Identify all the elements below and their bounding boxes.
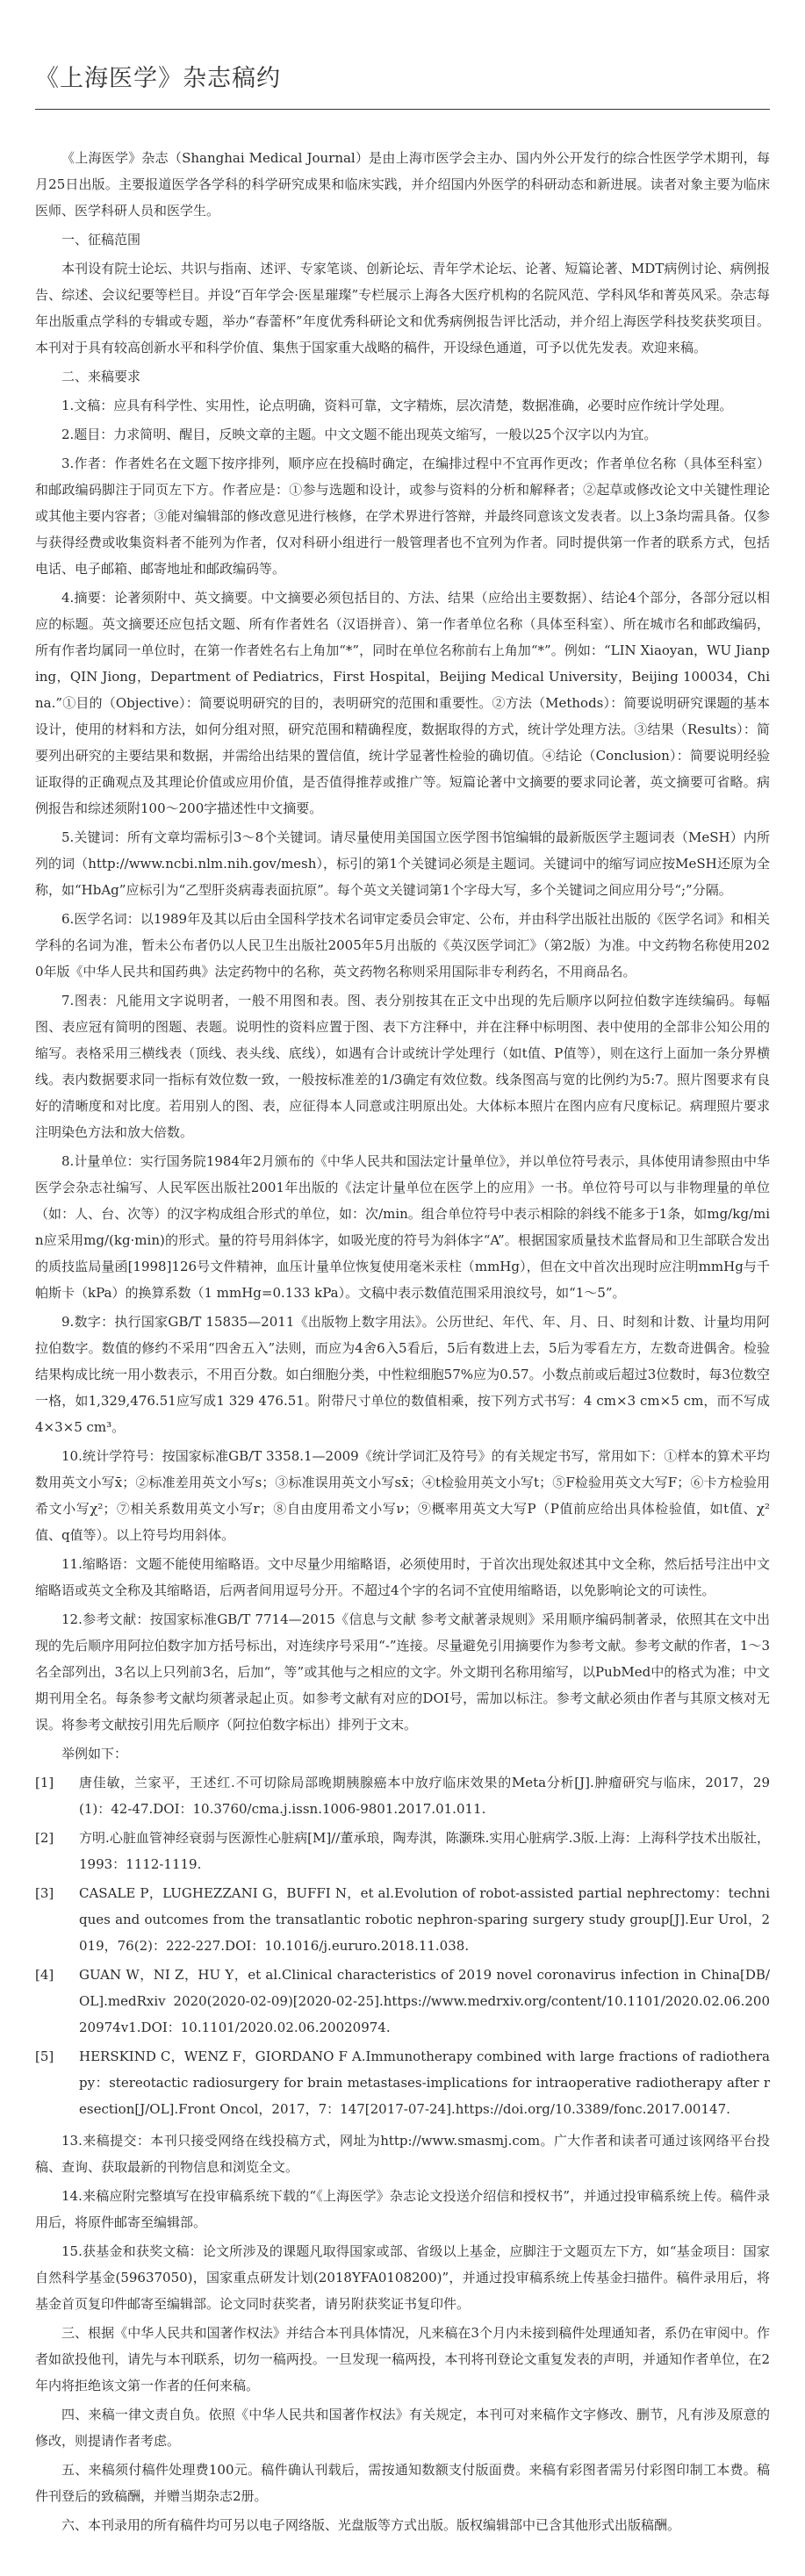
requirement-funding: 15.获基金和获奖文稿：论文所涉及的课题凡取得国家或部、省级以上基金，应脚注于文题页左下方，如“基金项目：国家自然科学基金(59637050)，国家重点研发计划(2018YFA0108200)”，并通过投审稿系统上传基金扫描件。稿件录用后，将基金首页复印件邮寄至编辑部。论文同时获奖者，请另附获奖证书复印件。 [35,2243,770,2312]
scope-paragraph: 本刊设有院士论坛、共识与指南、述评、专家笔谈、创新论坛、青年学术论坛、论著、短篇论著、MDT病例讨论、病例报告、综述、会议纪要等栏目。并设“百年学会·医星璀璨”专栏展示上海各大医疗机构的名院风范、学科风华和菁英风采。杂志每年出版重点学科的专辑或专题，举办“春蕾杯”年度优秀科研论文和优秀病例报告评比活动，并介绍上海医学科技奖获奖项目。本刊对于具有较高创新水平和科学价值、集焦于国家重大战略的稿件，开设绿色通道，可予以优先发表。欢迎来稿。 [35,261,770,355]
reference-number: [4] [35,1967,54,1983]
requirement-manuscript: 1.文稿：应具有科学性、实用性，论点明确，资料可靠，文字精炼，层次清楚，数据准确，必要时应作统计学处理。 [61,398,733,413]
intro-paragraph: 《上海医学》杂志（Shanghai Medical Journal）是由上海市医学会主办、国内外公开发行的综合性医学学术期刊，每月25日出版。主要报道医学各学科的科学研究成果和临床实践，并介绍国内外医学的科研动态和新进展。读者对象主要为临床医师、医学科研人员和医学生。 [35,150,770,219]
requirement-keywords: 5.关键词：所有文章均需标引3～8个关键词。请尽量使用美国国立医学图书馆编辑的最新版医学主题词表（MeSH）内所列的词（http://www.ncbi.nlm.nih.gov/mesh），标引的第1个关键词必须是主题词。关键词中的缩写词应按MeSH还原为全称，如“HbAg”应标引为“乙型肝炎病毒表面抗原”。每个英文关键词第1个字母大写，多个关键词之间应用分号“;”分隔。 [35,829,770,898]
reference-number: [2] [35,1830,54,1846]
reference-text: 唐佳敏，兰家平，王述红.不可切除局部晚期胰腺癌本中放疗临床效果的Meta分析[J].肿瘤研究与临床，2017，29(1)：42-47.DOI：10.3760/cma.j.issn.1006-9801.2017.01.011. [79,1775,770,1817]
policy-electronic-publication: 六、本刊录用的所有稿件均可另以电子网络版、光盘版等方式出版。版权编辑部中已含其他形式出版稿酬。 [61,2517,681,2533]
reference-item [35,2043,770,2122]
reference-item [35,1769,770,1822]
requirement-authors: 3.作者：作者姓名在文题下按序排列，顺序应在投稿时确定，在编排过程中不宜再作更改；作者单位名称（具体至科室）和邮政编码脚注于同页左下方。作者应是：①参与选题和设计，或参与资料的分析和解释者；②起草或修改论文中关键性理论或其他主要内容者；③能对编辑部的修改意见进行核修，在学术界进行答辩，并最终同意该文发表者。以上3条均需具备。仅参与获得经费或收集资料者不能列为作者，仅对科研小组进行一般管理者也不宜列为作者。同时提供第一作者的联系方式，包括电话、电子邮箱、邮寄地址和邮政编码等。 [35,456,770,577]
reference-number: [1] [35,1775,54,1790]
reference-item [35,1880,770,1959]
reference-number: [3] [35,1885,54,1901]
requirement-figures-tables: 7.图表：凡能用文字说明者，一般不用图和表。图、表分别按其在正文中出现的先后顺序以阿拉伯数字连续编码。每幅图、表应冠有简明的图题、表题。说明性的资料应置于图、表下方注释中，并在注释中标明图、表中使用的全部非公知公用的缩写。表格采用三横线表（顶线、表头线、底线），如遇有合计或统计学处理行（如t值、P值等），则在这行上面加一条分界横线。表内数据要求同一指标有效位数一致，一般按标准差的1/3确定有效位数。线条图高与宽的比例约为5:7。照片图要求有良好的清晰度和对比度。若用别人的图、表，应征得本人同意或注明原出处。大体标本照片在图内应有尺度标记。病理照片要求注明染色方法和放大倍数。 [35,993,770,1140]
requirement-abbreviations: 11.缩略语：文题不能使用缩略语。文中尽量少用缩略语，必须使用时，于首次出现处叙述其中文全称，然后括号注出中文缩略语或英文全称及其缩略语，后两者间用逗号分开。不超过4个字的名词不宜使用缩略语，以免影响论文的可读性。 [35,1556,770,1598]
reference-item [35,1962,770,2041]
policy-duplicate-submission: 三、根据《中华人民共和国著作权法》并结合本刊具体情况，凡来稿在3个月内未接到稿件处理通知者，系仍在审阅中。作者如欲投他刊，请先与本刊联系，切勿一稿两投。一旦发现一稿两投，本刊将刊登论文重复发表的声明，并通知作者单位，在2年内将拒绝该文第一作者的任何来稿。 [35,2325,770,2393]
requirement-statistics: 10.统计学符号：按国家标准GB/T 3358.1—2009《统计学词汇及符号》的有关规定书写，常用如下：①样本的算术平均数用英文小写x̄；②标准差用英文小写s；③标准误用英文小写sx̄；④t检验用英文小写t；⑤F检验用英文大写F；⑥卡方检验用希文小写χ²；⑦相关系数用英文小写r；⑧自由度用希文小写ν；⑨概率用英文大写P（P值前应给出具体检验值，如t值、χ²值、q值等）。以上符号均用斜体。 [35,1448,770,1543]
requirement-submission: 13.来稿提交：本刊只接受网络在线投稿方式，网址为http://www.smasmj.com。广大作者和读者可通过该网络平台投稿、查询、获取最新的刊物信息和浏览全文。 [35,2133,770,2175]
requirement-title: 2.题目：力求简明、醒目，反映文章的主题。中文文题不能出现英文缩写，一般以25个汉字以内为宜。 [61,427,658,442]
reference-number: [5] [35,2049,54,2064]
section-heading-requirements: 二、来稿要求 [61,369,141,384]
requirement-authorization: 14.来稿应附完整填写在投审稿系统下载的“《上海医学》杂志论文投送介绍信和授权书”，并通过投审稿系统上传。稿件录用后，将原件邮寄至编辑部。 [35,2188,770,2230]
policy-responsibility: 四、来稿一律文责自负。依照《中华人民共和国著作权法》有关规定，本刊可对来稿作文字修改、删节，凡有涉及原意的修改，则提请作者考虑。 [35,2407,770,2449]
requirement-terminology: 6.医学名词：以1989年及其以后由全国科学技术名词审定委员会审定、公布，并由科学出版社出版的《医学名词》和相关学科的名词为准，暂未公布者仍以人民卫生出版社2005年5月出版的《英汉医学词汇》（第2版）为准。中文药物名称使用2020年版《中华人民共和国药典》法定药物中的名称，英文药物名称则采用国际非专利药名，不用商品名。 [35,911,770,979]
reference-text: 方明.心脏血管神经衰弱与医源性心脏病[M]//董承琅，陶寿淇，陈灏珠.实用心脏病学.3版.上海：上海科学技术出版社，1993：1112-1119. [79,1830,770,1872]
examples-label: 举例如下： [61,1746,128,1762]
reference-list [35,1769,770,2122]
reference-item [35,1825,770,1877]
section-heading-scope: 一、征稿范围 [61,232,141,248]
requirement-units: 8.计量单位：实行国务院1984年2月颁布的《中华人民共和国法定计量单位》，并以单位符号表示，具体使用请参照由中华医学会杂志社编写、人民军医出版社2001年出版的《法定计量单位在医学上的应用》一书。单位符号可以与非物理量的单位（如：人、台、次等）的汉字构成组合形式的单位，如：次/min。组合单位符号中表示相除的斜线不能多于1条，如mg/kg/min应采用mg/(kg·min)的形式。量的符号用斜体字，如吸光度的符号为斜体字“A”。根据国家质量技术监督局和卫生部联合发出的质技监局量函[1998]126号文件精神，血压计量单位恢复使用毫米汞柱（mmHg），但在文中首次出现时应注明mmHg与千帕斯卡（kPa）的换算系数（1 mmHg=0.133 kPa）。文稿中表示数值范围采用浪纹号，如“1～5”。 [35,1153,770,1301]
reference-text: GUAN W，NI Z，HU Y，et al.Clinical characteristics of 2019 novel coronavirus infection in China[DB/OL].medRxiv 2020(2020-02-09)[2020-02-25].https://www.medrxiv.org/content/10.1101/2020.02.06.20020974v1.DOI：10.1101/2020.02.06.20020974. [79,1967,770,2035]
requirement-abstract: 4.摘要：论著须附中、英文摘要。中文摘要必须包括目的、方法、结果（应给出主要数据）、结论4个部分，各部分冠以相应的标题。英文摘要还应包括文题、所有作者姓名（汉语拼音）、第一作者单位名称（具体至科室）、所在城市名和邮政编码，所有作者均属同一单位时，在第一作者姓名右上角加“*”，同时在单位名称前右上角加“*”。例如：“LIN Xiaoyan，WU Jianping，QIN Jiong，Department of Pediatrics，First Hospital，Beijing Medical University，Beijing 100034，China.”①目的（Objective）：简要说明研究的目的，表明研究的范围和重要性。②方法（Methods）：简要说明研究课题的基本设计，使用的材料和方法，如何分组对照，研究范围和精确程度，数据取得的方式，统计学处理方法。③结果（Results）：简要列出研究的主要结果和数据，并需给出结果的置信值，统计学显著性检验的确切值。④结论（Conclusion）：简要说明经验证取得的正确观点及其理论价值或应用价值，是否值得推荐或推广等。短篇论著中文摘要的要求同论著，英文摘要可省略。病例报告和综述须附100～200字描述性中文摘要。 [35,590,770,816]
policy-fees: 五、来稿须付稿件处理费100元。稿件确认刊载后，需按通知数额支付版面费。来稿有彩图者需另付彩图印制工本费。稿件刊登后的致稿酬，并赠当期杂志2册。 [35,2462,770,2504]
reference-text: CASALE P，LUGHEZZANI G，BUFFI N，et al.Evolution of robot-assisted partial nephrectomy：techniques and outcomes from the transatlantic robotic nephron-sparing surgery study group[J].Eur Urol，2019，76(2)：222-227.DOI：10.1016/j.eururo.2018.11.038. [79,1885,770,1954]
requirement-numbers: 9.数字：执行国家GB/T 15835—2011《出版物上数字用法》。公历世纪、年代、年、月、日、时刻和计数、计量均用阿拉伯数字。数值的修约不采用“四舍五入”法则，而应为4舍6入5看后，5后有数进上去，5后为零看左方，左数奇进偶舍。检验结果构成比统一用小数表示，不用百分数。如白细胞分类，中性粒细胞57%应为0.57。小数点前或后超过3位数时，每3位数空一格，如1,329,476.51应写成1 329 476.51。附带尺寸单位的数值相乘，按下列方式书写：4 cm×3 cm×5 cm，而不写成4×3×5 cm³。 [35,1314,770,1435]
reference-text: HERSKIND C，WENZ F，GIORDANO F A.Immunotherapy combined with large fractions of radiotherapy：stereotactic radiosurgery for brain metastases-implications for intraoperative radiotherapy after resection[J/OL].Front Oncol，2017，7：147[2017-07-24].https://doi.org/10.3389/fonc.2017.00147. [79,2049,770,2117]
page-title: 《上海医学》杂志稿约 [35,65,281,92]
title-divider [35,109,770,110]
requirement-references: 12.参考文献：按国家标准GB/T 7714—2015《信息与文献 参考文献著录规则》采用顺序编码制著录，依照其在文中出现的先后顺序用阿拉伯数字加方括号标出，对连续序号采用“-”连接。尽量避免引用摘要作为参考文献。参考文献的作者，1～3名全部列出，3名以上只列前3名，后加“，等”或其他与之相应的文字。外文期刊名称用缩写，以PubMed中的格式为准；中文期刊用全名。每条参考文献均须著录起止页。如参考文献有对应的DOI号，需加以标注。参考文献必须由作者与其原文核对无误。将参考文献按引用先后顺序（阿拉伯数字标出）排列于文末。 [35,1611,770,1733]
